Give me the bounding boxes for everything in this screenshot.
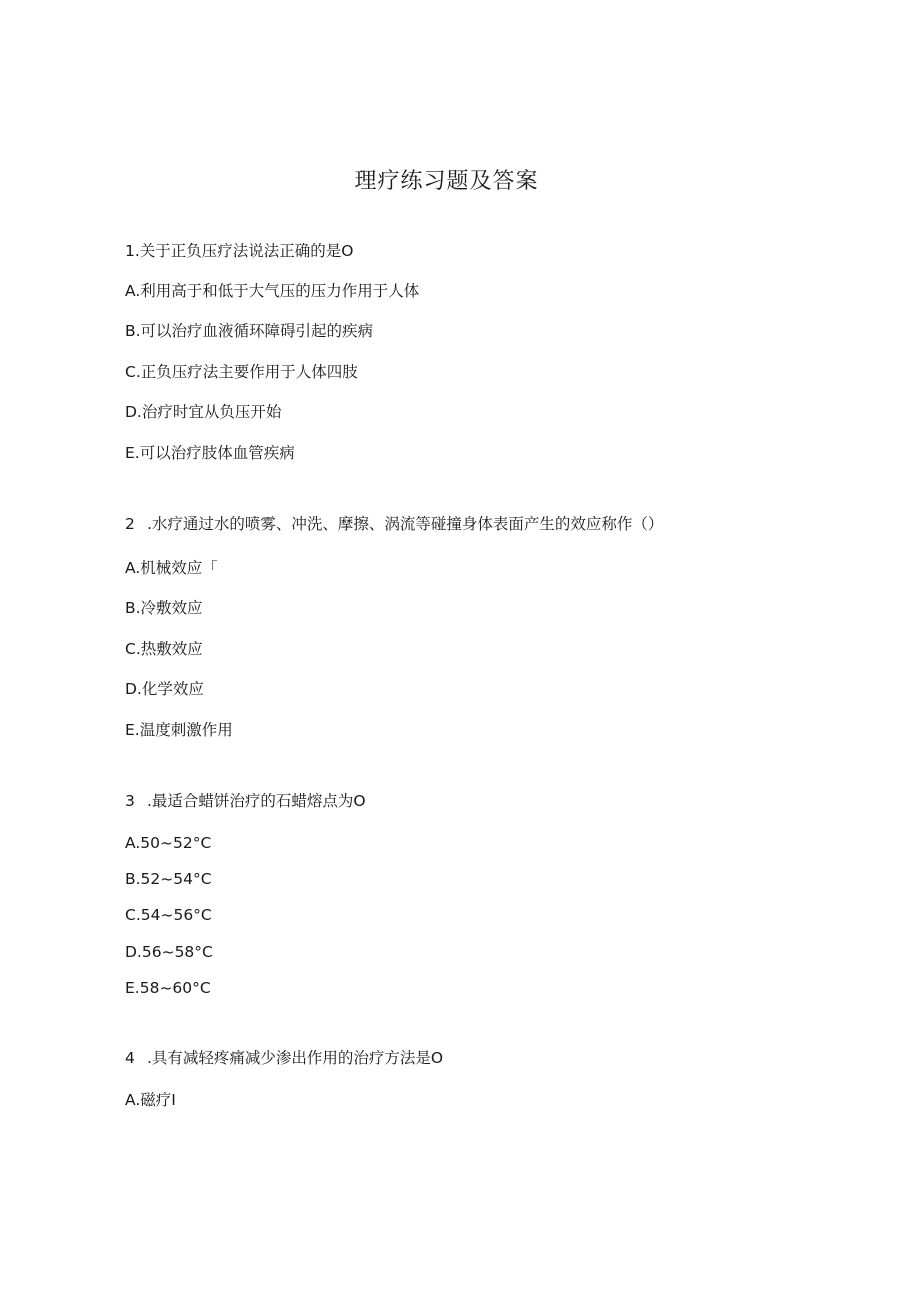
question-stem [125,1048,443,1068]
option-a: A.利用高于和低于大气压的压力作用于人体 [125,282,420,300]
option-b: B.冷敷效应 [125,599,203,617]
option-a: A.机械效应「 [125,559,218,577]
question-text: .水疗通过水的喷雾、冲洗、摩擦、涡流等碰撞身体表面产生的效应称作（） [147,515,664,533]
question-number: 1. [125,242,140,260]
option-b: B.可以治疗血液循环障碍引起的疾病 [125,322,374,340]
option-d: D.治疗时宜从负压开始 [125,403,282,421]
question-text: .最适合蜡饼治疗的石蜡熔点为O [147,792,366,810]
option-c: C.热敷效应 [125,640,203,658]
question-stem [125,791,366,811]
option-b: B.52~54°C [125,870,212,888]
option-d: D.化学效应 [125,680,204,698]
option-e: E.温度刺激作用 [125,721,233,739]
question-text: 关于正负压疗法说法正确的是O [139,242,354,260]
option-d: D.56~58°C [125,943,213,961]
question-number: 3 [125,792,135,810]
question-stem [125,514,663,534]
option-a: A.磁疗I [125,1091,176,1109]
question-number: 2 [125,515,135,533]
option-e: E.58~60°C [125,979,211,997]
question-text: .具有减轻疼痛减少渗出作用的治疗方法是O [147,1049,444,1067]
page-title: 理疗练习题及答案 [354,169,539,194]
option-c: C.54~56°C [125,906,212,924]
option-c: C.正负压疗法主要作用于人体四肢 [125,363,358,381]
option-a: A.50~52°C [125,834,212,852]
question-number: 4 [125,1049,135,1067]
option-e: E.可以治疗肢体血管疾病 [125,444,295,462]
question-stem [125,241,354,261]
